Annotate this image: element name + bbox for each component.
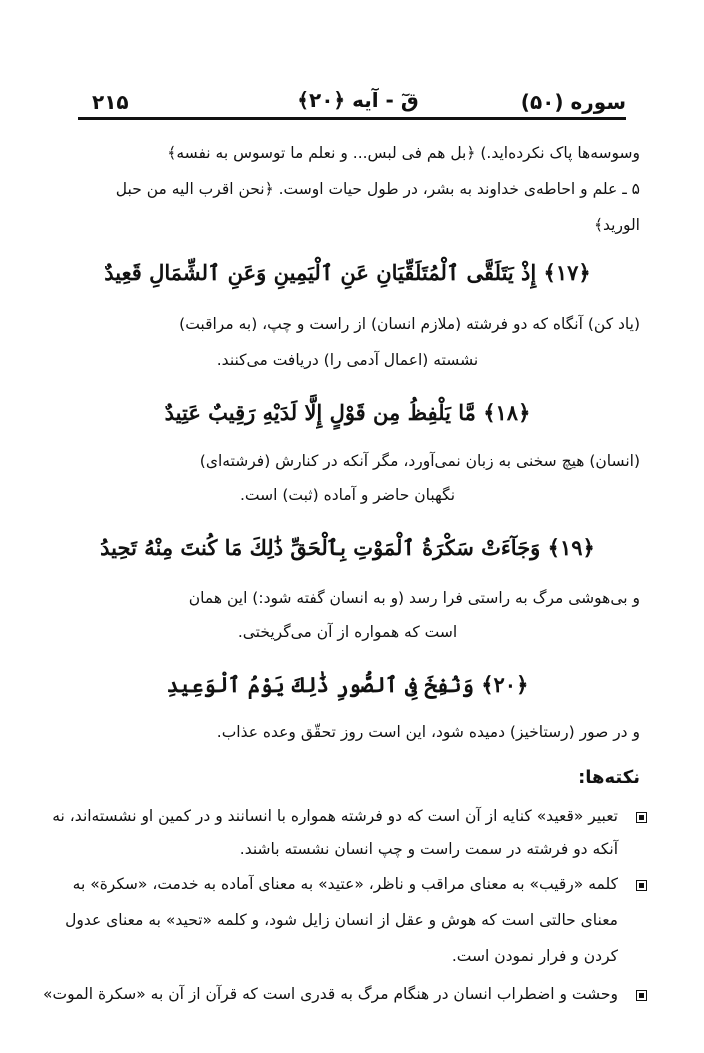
- note-line: وحشت و اضطراب انسان در هنگام مرگ به قدری است که قرآن از آن به «سکرة الموت»: [43, 985, 618, 1003]
- page-number: ۲۱۵: [92, 90, 129, 114]
- translation-line: و در صور (رستاخیز) دمیده شود، این است روز تحقّق وعده عذاب.: [216, 723, 640, 741]
- translation-line: (انسان) هیچ سخنی به زبان نمی‌آورد، مگر آنکه در کنارش (فرشته‌ای): [199, 452, 640, 470]
- verse-17: ﴿۱۷﴾ إِذْ يَتَلَقَّى ٱلْمُتَلَقِّيَانِ عَنِ ٱلْيَمِينِ وَعَنِ ٱلشِّمَالِ قَعِيدٌ: [104, 260, 591, 285]
- page-header: [78, 86, 626, 120]
- note-line: معنای حالتی است که هوش و عقل از انسان زایل شود، و کلمه «تحید» به معنای عدول: [65, 911, 618, 929]
- translation-line: است که همواره از آن می‌گریختی.: [237, 623, 458, 641]
- text-line: ۵ ـ علم و احاطه‌ی خداوند به بشر، در طول حیات اوست. ﴿نحن اقرب الیه من حبل: [115, 180, 640, 198]
- text-line: وسوسه‌ها پاک نکرده‌اید.) ﴿بل هم فی لبس... و نعلم ما توسوس به نفسه﴾: [167, 144, 640, 162]
- ayah-label: قٓ - آیه ﴿۲۰﴾: [297, 88, 419, 112]
- translation-line: نگهبان حاضر و آماده (ثبت) است.: [239, 486, 456, 504]
- verse-20: ﴿۲۰﴾ وَنُفِخَ فِى ٱلصُّورِ ذَٰلِكَ يَوْمُ ٱلْوَعِيدِ: [166, 672, 529, 697]
- surah-label: سوره (۵۰): [520, 90, 626, 114]
- verse-18: ﴿۱۸﴾ مَّا يَلْفِظُ مِن قَوْلٍ إِلَّا لَدَيْهِ رَقِيبٌ عَتِيدٌ: [164, 400, 531, 425]
- note-line: تعبیر «قعید» کنایه از آن است که دو فرشته همواره با انسانند و در کمین او نشسته‌اند، نه: [52, 807, 618, 825]
- notes-heading: نکته‌ها:: [578, 767, 640, 788]
- translation-line: نشسته (اعمال آدمی را) دریافت می‌کنند.: [216, 351, 479, 369]
- header-rule: [78, 117, 626, 120]
- note-line: آنکه دو فرشته در سمت راست و چپ انسان نشسته باشند.: [239, 840, 618, 858]
- text-line: الورید﴾: [593, 216, 640, 234]
- translation-line: و بی‌هوشی مرگ به راستی فرا رسد (و به انسان گفته شود:) این همان: [188, 589, 640, 607]
- note-line: کلمه «رقیب» به معنای مراقب و ناظر، «عتید» به معنای آماده به خدمت، «سکرة» به: [72, 875, 618, 893]
- note-line: کردن و فرار نمودن است.: [451, 947, 618, 965]
- verse-19: ﴿۱۹﴾ وَجَآءَتْ سَكْرَةُ ٱلْمَوْتِ بِٱلْحَقِّ ذَٰلِكَ مَا كُنتَ مِنْهُ تَحِيدُ: [100, 535, 595, 560]
- translation-line: (یاد کن) آنگاه که دو فرشته (ملازم انسان) از راست و چپ، (به مراقبت): [179, 315, 640, 333]
